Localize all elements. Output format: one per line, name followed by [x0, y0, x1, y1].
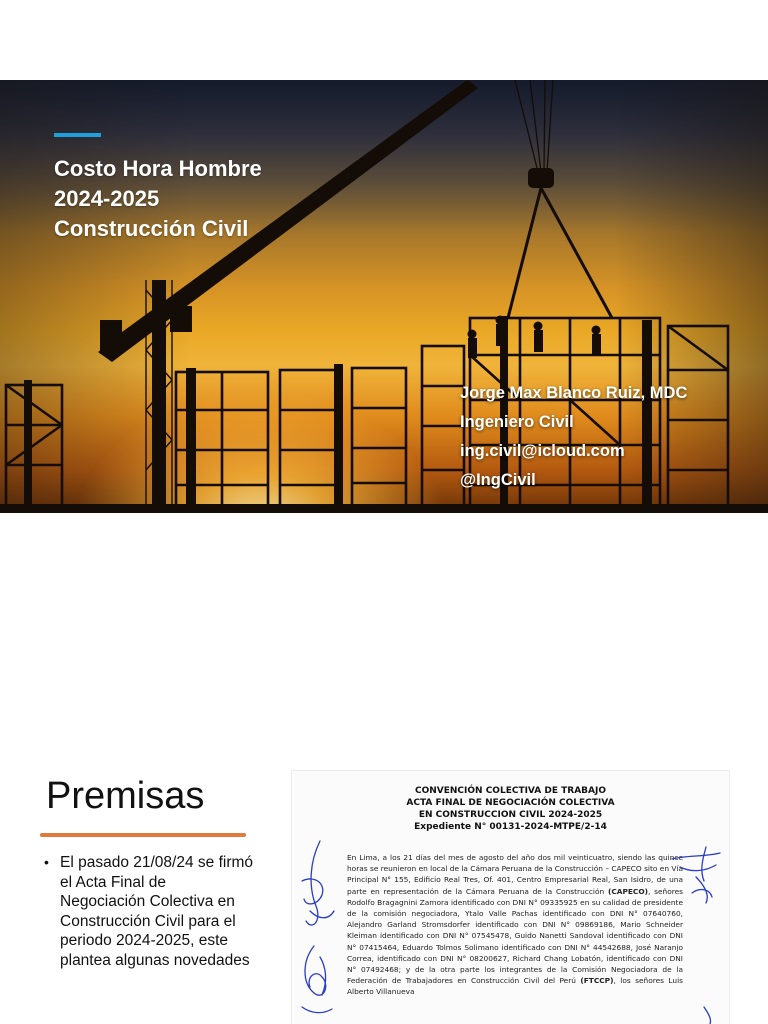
slide-title: Premisas — [46, 775, 205, 817]
acta-document-image — [292, 771, 729, 1024]
title-underline — [40, 833, 246, 837]
heading-line: ACTA FINAL DE NEGOCIACIÓN COLECTIVA — [406, 798, 615, 808]
slide-title — [54, 154, 384, 244]
list-item — [44, 853, 254, 970]
heading-line: Expediente N° 00131-2024-MTPE/2-14 — [414, 822, 607, 832]
author-email: ing.civil@icloud.com — [460, 442, 625, 460]
premisas-slide — [0, 755, 768, 1024]
heading-line: EN CONSTRUCCION CIVIL 2024-2025 — [418, 810, 603, 820]
author-block — [460, 379, 687, 495]
bullet-list — [44, 853, 254, 970]
title-line: Construcción Civil — [54, 216, 249, 241]
body-text: , los señores Luis Alberto Villanueva — [347, 976, 683, 997]
heading-line: CONVENCIÓN COLECTIVA DE TRABAJO — [415, 786, 606, 796]
title-line: Costo Hora Hombre — [54, 156, 262, 181]
bullet-text: El pasado 21/08/24 se firmó el Acta Final de Negociación Colectiva en Construcción Civil para el periodo 2024-2025, este plantea algunas novedades — [60, 854, 254, 969]
author-profession: Ingeniero Civil — [460, 413, 574, 431]
author-name: Jorge Max Blanco Ruiz, MDC — [460, 384, 688, 402]
body-text: , señores Rodolfo Bragagnini Zamora identificado con DNI N° 09335925 en su calidad de presidente de la comisión negociadora, Ytalo Valle Pachas identificado con DNI N° 07640760, Alejandro Garland Stromsdorfer identificado con DNI N° 09869186, Mario Schneider Kleiman identificado con DNI N° 07545478, Guido Nanetti Sandoval identificado con DNI N° 07415464, Eduardo Tolmos Solimano identificado con DNI N° 44542688, José Naranjo Correa, identificado con DNI N° 08200627, Richard Chang Lobatón, identificado con DNI N° 07492468; y de la otra parte los integrantes de la Comisión Negociadora de la Federación de Trabajadores en Construcción Civil del Perú — [347, 886, 683, 986]
title-slide — [0, 80, 768, 513]
body-text: En Lima, a los 21 días del mes de agosto del año dos mil veinticuatro, siendo las quince horas se reunieron en local de la Cámara Peruana de la Construcción – CAPECO sito en Vía Principal N° 155, Edificio Real Tres, Of. 401, Centro Empresarial Real, San Isidro, de una parte en representación de la Cámara Peruana de la Construcción — [347, 853, 683, 896]
body-bold: (CAPECO) — [607, 886, 649, 896]
body-bold: (FTCCP) — [580, 976, 614, 986]
title-line: 2024-2025 — [54, 186, 160, 211]
author-handle: @IngCivil — [460, 471, 536, 489]
handwritten-signatures — [292, 771, 729, 1024]
bullet-icon: • — [44, 854, 49, 870]
title-accent-bar — [54, 133, 101, 137]
